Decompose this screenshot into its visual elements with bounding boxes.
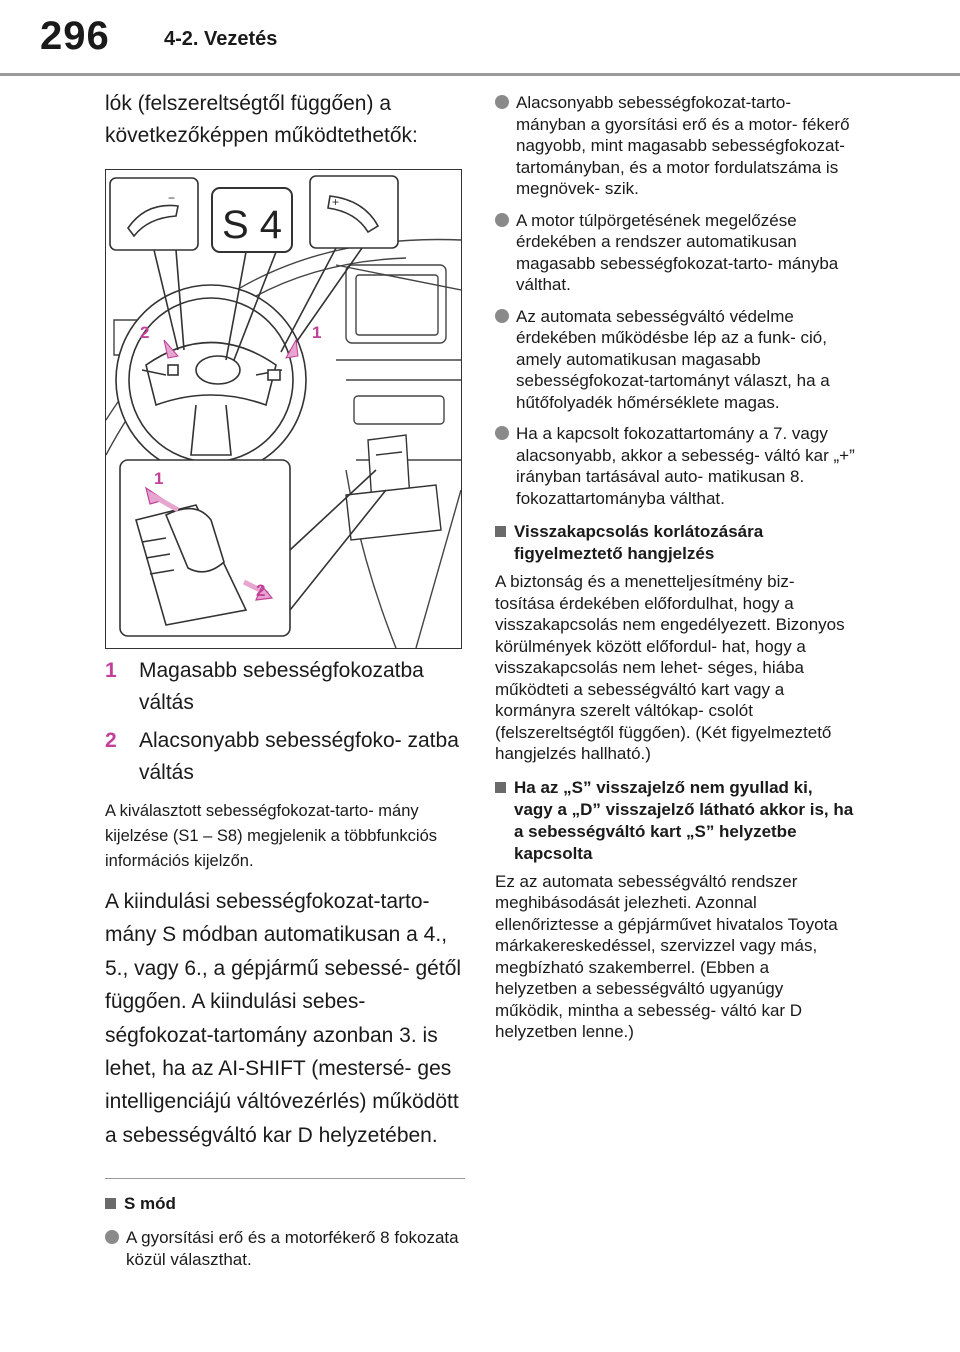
numbered-item bbox=[105, 655, 467, 719]
round-bullet-icon bbox=[495, 213, 509, 227]
round-bullet-icon bbox=[105, 1230, 119, 1244]
gear-range-note: A kiválasztott sebességfokozat-tarto- mány kijelzése (S1 – S8) megjelenik a többfunkciós információs kijelzőn. bbox=[105, 802, 438, 870]
square-bullet-icon bbox=[105, 1198, 116, 1209]
wheel-callout-1: 1 bbox=[312, 323, 322, 342]
round-bullet-icon bbox=[495, 95, 509, 109]
lever-callout-2: 2 bbox=[256, 581, 266, 600]
round-bullet-icon bbox=[495, 426, 509, 440]
downshift-warning-paragraph: A biztonság és a menetteljesítmény biz- tosítása érdekében előfordulhat, hogy a visszakapcsolás nem engedélyezett. Bizonyos körülmények között előfordul- hat, hogy a visszakapcsolás nem lehet- séges, hiába működteti a sebességváltó kart vagy a kormányra szerelt váltókap- csolót (felszereltségtől függően). (Két figyelmeztető hangjelzés hallható.) bbox=[495, 572, 845, 763]
bullet-item bbox=[495, 210, 855, 296]
item-text: Magasabb sebességfokozatba váltás bbox=[139, 659, 424, 714]
header-divider bbox=[0, 73, 960, 76]
item-number: 1 bbox=[105, 659, 117, 682]
s-indicator-heading bbox=[495, 777, 855, 865]
bullet-text: Ha a kapcsolt fokozattartomány a 7. vagy alacsonyabb, akkor a sebesség- váltó kar „+” irányban tartásával auto- matikusan 8. fokozattartományba válthat. bbox=[516, 424, 855, 508]
s-indicator-heading-text: Ha az „S” visszajelző nem gyullad ki, vagy a „D” visszajelző látható akkor is, ha a sebességváltó kart „S” helyzetbe kapcsolta bbox=[514, 777, 854, 863]
bullet-text: A gyorsítási erő és a motorfékerő 8 fokozata közül választhat. bbox=[126, 1228, 459, 1269]
bullet-text: Az automata sebességváltó védelme érdekében működésbe lép az a funk- ció, amely automatikusan magasabb sebességfokozat-tartományt választ, ha a hűtőfolyadék hőmérséklete magas. bbox=[516, 306, 830, 412]
bullet-item bbox=[105, 1227, 467, 1270]
lever-callout-1: 1 bbox=[154, 469, 164, 488]
wheel-callout-2: 2 bbox=[140, 323, 150, 342]
item-text: Alacsonyabb sebességfoko- zatba váltás bbox=[139, 729, 459, 784]
round-bullet-icon bbox=[495, 309, 509, 323]
page-header bbox=[0, 0, 960, 76]
bullet-item bbox=[495, 423, 855, 509]
downshift-warning-heading-text: Visszakapcsolás korlátozására figyelmeztető hangjelzés bbox=[514, 522, 764, 563]
square-bullet-icon bbox=[495, 526, 506, 537]
section-divider bbox=[105, 1178, 465, 1179]
paddle-minus-label: − bbox=[168, 191, 176, 205]
shift-illustration bbox=[105, 169, 462, 649]
bullet-item bbox=[495, 306, 855, 414]
s-indicator-paragraph: Ez az automata sebességváltó rendszer meghibásodását jelezheti. Azonnal ellenőriztesse a gépjárművet hivatalos Toyota márkakereskedéssel, szervizzel vagy más, megbízható szakemberrel. (Ebben a helyzetben a sebességváltó ugyanúgy működik, mintha a sebesség- váltó kar D helyzetben lenne.) bbox=[495, 871, 838, 1041]
numbered-item bbox=[105, 725, 467, 789]
right-column bbox=[495, 92, 855, 1053]
bullet-text: A motor túlpörgetésének megelőzése érdekében a rendszer automatikusan magasabb sebességfokozat-tarto- mányba válthat. bbox=[516, 210, 839, 294]
s-mode-heading-text: S mód bbox=[124, 1194, 176, 1214]
steering-shift-diagram bbox=[106, 170, 461, 648]
intro-text: lók (felszereltségtől függően) a következőképpen működtethetők: bbox=[105, 92, 418, 147]
s-mode-heading bbox=[105, 1193, 467, 1215]
section-title: 4-2. Vezetés bbox=[164, 28, 278, 50]
downshift-warning-heading bbox=[495, 521, 855, 565]
bullet-item bbox=[495, 92, 855, 200]
s-mode-indicator-label: S 4 bbox=[221, 203, 283, 247]
initial-gear-paragraph: A kiindulási sebességfokozat-tarto- mány S módban automatikusan a 4., 5., vagy 6., a gépjármű sebessé- gétől függően. A kiindulási sebes- ségfokozat-tartomány azonban 3. is lehet, ha az AI-SHIFT (mestersé- ges intelligenciájú váltóvezérlés) működött a sebességváltó kar D helyzetében. bbox=[105, 890, 462, 1147]
square-bullet-icon bbox=[495, 782, 506, 793]
item-number: 2 bbox=[105, 729, 117, 752]
paddle-plus-label: + bbox=[332, 195, 340, 209]
page-number: 296 bbox=[40, 14, 110, 58]
left-column bbox=[105, 88, 467, 1280]
bullet-text: Alacsonyabb sebességfokozat-tarto- mányban a gyorsítási erő és a motor- fékerő nagyobb, mint magasabb sebességfokozat-tartományban, és a motor fordulatszáma is megnövek- szik. bbox=[516, 93, 850, 198]
